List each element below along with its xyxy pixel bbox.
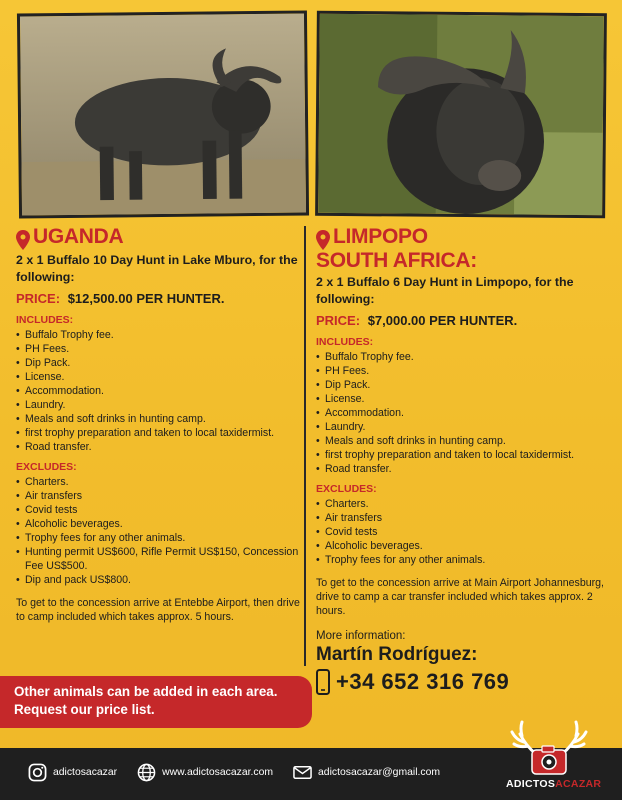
travel-note: To get to the concession arrive at Main Airport Johannesburg, drive to camp a car transfer included which takes approx. 2 hours.	[316, 577, 604, 617]
list-item: • Road transfer.	[316, 462, 606, 476]
list-item: • Hunting permit US$600, Rifle Permit US$150, Concession Fee US$500.	[16, 545, 304, 573]
list-item: • Air transfers	[16, 489, 304, 503]
uganda-heading	[16, 226, 304, 250]
list-item: • Trophy fees for any other animals.	[16, 531, 304, 545]
contact-name: Martín Rodríguez:	[316, 644, 478, 665]
phone-row[interactable]	[316, 669, 606, 695]
place-name	[333, 226, 428, 248]
buffalo-photo-right	[315, 11, 607, 219]
excludes-label: EXCLUDES:	[316, 483, 377, 495]
list-item: • first trophy preparation and taken to local taxidermist.	[316, 448, 606, 462]
antler-camera-logo-icon	[506, 716, 592, 778]
excludes-list	[316, 497, 606, 567]
logo-wordmark	[506, 778, 602, 790]
list-item: • PH Fees.	[16, 342, 304, 356]
email-address[interactable]: adictosacazar@gmail.com	[318, 767, 441, 778]
list-item: • Road transfer.	[16, 440, 304, 454]
price-line	[316, 313, 606, 329]
website-link[interactable]	[137, 763, 273, 782]
list-item: • Dip Pack.	[316, 378, 606, 392]
price-label: PRICE:	[16, 291, 61, 306]
hunt-description: 2 x 1 Buffalo 6 Day Hunt in Limpopo, for the following:	[316, 275, 574, 306]
logo-text-part2: ACAZAR	[555, 778, 602, 790]
instagram-handle[interactable]: adictosacazar	[53, 767, 118, 778]
includes-label: INCLUDES:	[316, 336, 374, 348]
list-item: • Buffalo Trophy fee.	[16, 328, 304, 342]
buffalo-photo-left	[17, 10, 309, 218]
list-item: • Meals and soft drinks in hunting camp.	[16, 412, 304, 426]
list-item: • Meals and soft drinks in hunting camp.	[316, 434, 606, 448]
limpopo-heading	[316, 226, 606, 250]
price-value: $7,000.00 PER HUNTER.	[367, 313, 518, 328]
excludes-label: EXCLUDES:	[16, 461, 77, 473]
banner-line1: Other animals can be added in each area.	[14, 684, 278, 699]
price-line	[16, 291, 304, 307]
list-item: • Alcoholic beverages.	[316, 539, 606, 553]
logo-text-part1: ADICTOS	[506, 778, 556, 790]
list-item: • Buffalo Trophy fee.	[316, 350, 606, 364]
instagram-icon	[28, 763, 47, 782]
uganda-column	[16, 226, 306, 666]
list-item: • Covid tests	[16, 503, 304, 517]
location-pin-icon	[316, 230, 330, 250]
banner-line2: Request our price list.	[14, 702, 155, 717]
list-item: • Alcoholic beverages.	[16, 517, 304, 531]
website-url[interactable]: www.adictosacazar.com	[162, 767, 274, 778]
travel-note: To get to the concession arrive at Entebbe Airport, then drive to camp included which takes approx. 5 hours.	[16, 597, 300, 623]
more-info-label: More information:	[316, 630, 406, 642]
email-link[interactable]	[293, 763, 440, 782]
place-name-line2: SOUTH AFRICA:	[316, 249, 477, 272]
list-item: • Laundry.	[316, 420, 606, 434]
limpopo-column	[316, 226, 606, 695]
list-item: • License.	[316, 392, 606, 406]
includes-list	[16, 328, 304, 454]
adictosacazar-logo	[506, 716, 602, 796]
instagram-link[interactable]	[28, 763, 117, 782]
globe-icon	[137, 763, 156, 782]
hunt-description: 2 x 1 Buffalo 10 Day Hunt in Lake Mburo, for the following:	[16, 253, 298, 284]
list-item: • Dip Pack.	[16, 356, 304, 370]
price-list-banner	[0, 676, 312, 728]
list-item: • PH Fees.	[316, 364, 606, 378]
includes-label: INCLUDES:	[16, 314, 74, 326]
place-name: UGANDA	[33, 225, 124, 248]
excludes-list	[16, 475, 304, 587]
place-name-line1: LIMPOPO	[333, 225, 428, 248]
email-icon	[293, 763, 312, 782]
list-item: • Dip and pack US$800.	[16, 573, 304, 587]
list-item: • Trophy fees for any other animals.	[316, 553, 606, 567]
location-pin-icon	[16, 230, 30, 250]
list-item: • License.	[16, 370, 304, 384]
list-item: • Charters.	[16, 475, 304, 489]
list-item: • Charters.	[316, 497, 606, 511]
list-item: • Laundry.	[16, 398, 304, 412]
phone-icon	[316, 669, 330, 695]
footer-contacts	[28, 763, 460, 782]
list-item: • Covid tests	[316, 525, 606, 539]
phone-number[interactable]: +34 652 316 769	[336, 669, 510, 694]
price-value: $12,500.00 PER HUNTER.	[67, 291, 225, 306]
list-item: • Accommodation.	[16, 384, 304, 398]
includes-list	[316, 350, 606, 476]
list-item: • Air transfers	[316, 511, 606, 525]
list-item: • Accommodation.	[316, 406, 606, 420]
price-label: PRICE:	[316, 313, 361, 328]
list-item: • first trophy preparation and taken to local taxidermist.	[16, 426, 304, 440]
